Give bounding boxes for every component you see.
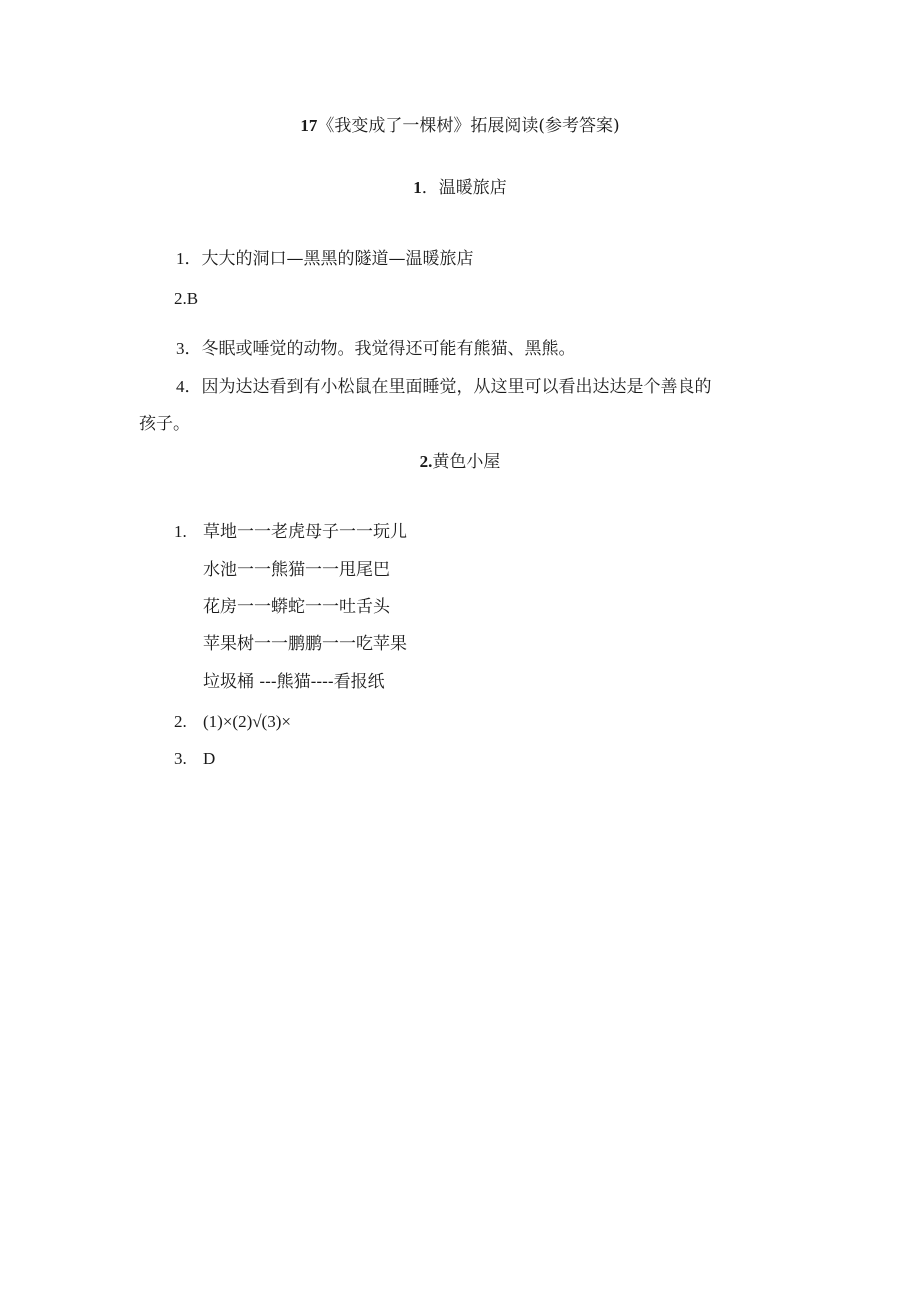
answer-text: 垃圾桶 ---熊猫----看报纸 xyxy=(203,672,385,692)
section2-answer-1-line-5 xyxy=(203,671,385,693)
answer-number: 1 xyxy=(176,249,185,268)
section1-answer-4-continued xyxy=(139,413,190,435)
answer-text: ．大大的洞口—黑黑的隧道—温暖旅店 xyxy=(184,249,474,269)
answer-text: ．冬眠或唾觉的动物。我觉得还可能有熊猫、黑熊。 xyxy=(184,339,576,359)
section2-answer-1-line-3 xyxy=(203,596,390,618)
section1-heading xyxy=(0,177,920,199)
section2-number: 2. xyxy=(419,452,433,471)
title-text: 《我变成了一棵树》拓展阅读(参考答案) xyxy=(317,116,620,136)
section2-title: 黄色小屋 xyxy=(432,452,501,472)
section1-answer-3 xyxy=(176,338,576,360)
answer-number: 1. xyxy=(174,522,187,541)
answer-number: 4 xyxy=(176,377,185,396)
answer-text: 花房一一蟒蛇一一吐舌头 xyxy=(203,597,390,617)
answer-number: 2. xyxy=(174,712,187,731)
answer-number: 3 xyxy=(176,339,185,358)
section2-heading xyxy=(0,451,920,473)
answer-number: 2.B xyxy=(174,289,199,308)
answer-text: 水池一一熊猫一一甩尾巴 xyxy=(203,560,390,580)
answer-text: 草地一一老虎母子一一玩儿 xyxy=(203,522,407,542)
answer-text: 苹果树一一鹏鹏一一吃苹果 xyxy=(203,634,407,654)
section1-title: ．温暖旅店 xyxy=(421,178,507,198)
section1-answer-4 xyxy=(176,376,712,398)
section2-answer-1 xyxy=(174,521,407,543)
document-title xyxy=(0,115,920,137)
answer-text: D xyxy=(203,749,216,768)
section2-answer-3 xyxy=(174,748,215,770)
section2-answer-1-line-2 xyxy=(203,559,390,581)
answer-number: 3. xyxy=(174,749,187,768)
answer-text: 孩子。 xyxy=(139,414,190,434)
section1-number: 1 xyxy=(413,178,422,197)
section2-answer-2 xyxy=(174,711,291,733)
answer-text: ．因为达达看到有小松鼠在里面睡觉，从这里可以看出达达是个善良的 xyxy=(184,377,712,397)
title-number: 17 xyxy=(300,116,318,135)
section1-answer-2 xyxy=(174,288,198,310)
section1-answer-1 xyxy=(176,248,474,270)
section2-answer-1-line-4 xyxy=(203,633,407,655)
answer-text: (1)×(2)√(3)× xyxy=(203,712,291,731)
